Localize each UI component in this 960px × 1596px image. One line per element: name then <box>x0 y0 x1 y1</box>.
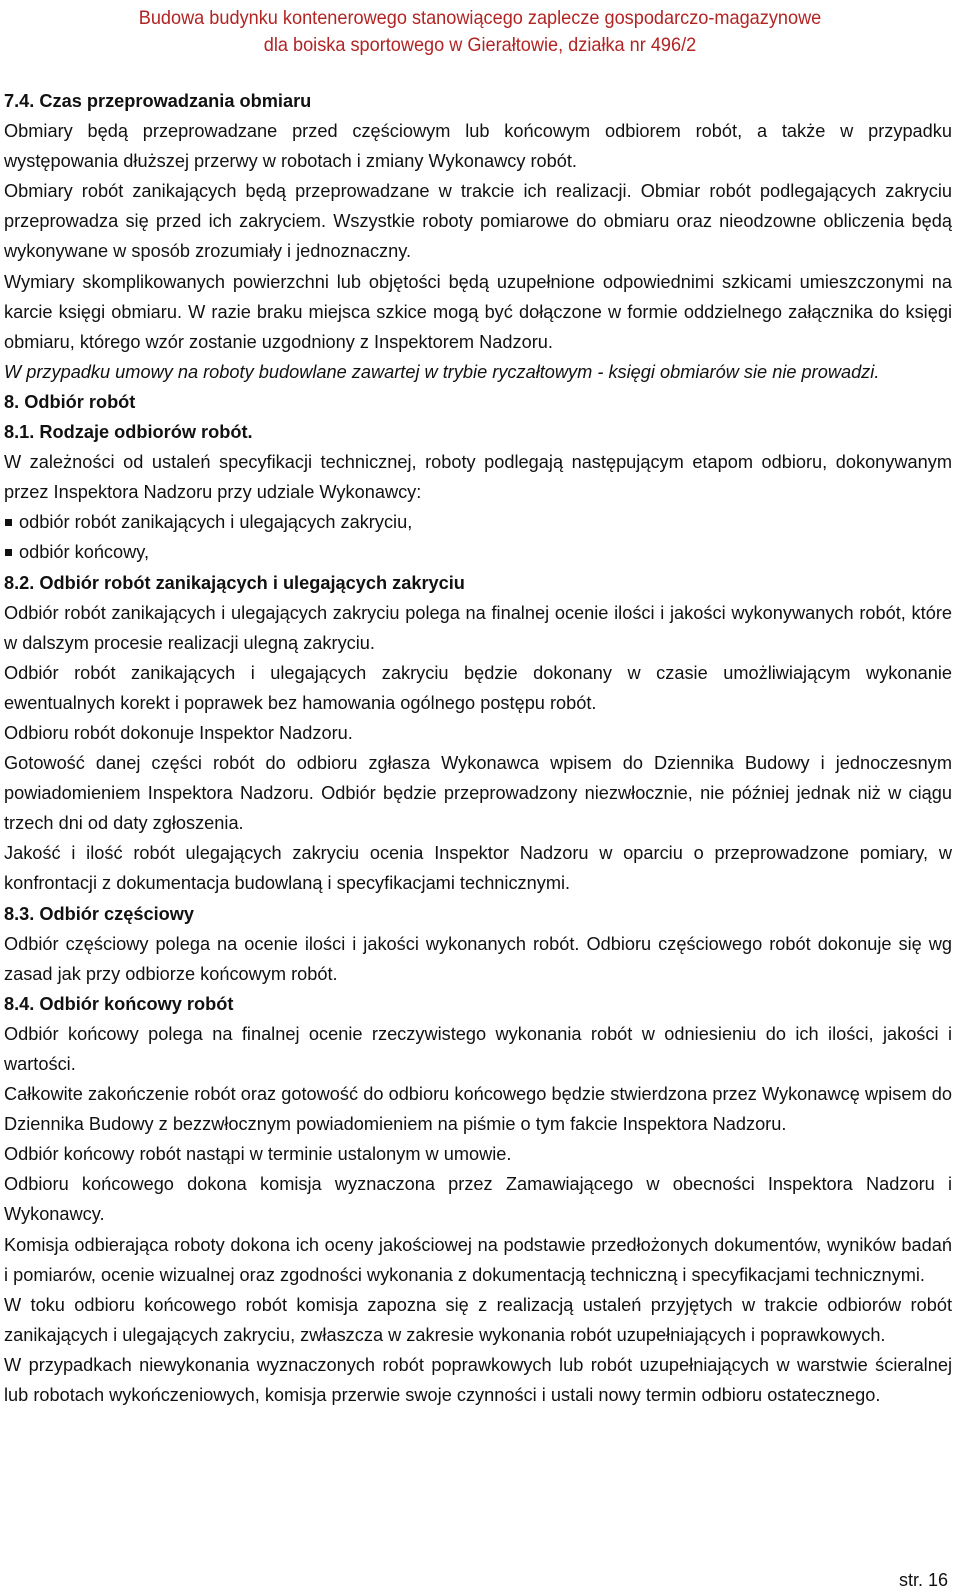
square-bullet-icon <box>5 519 12 526</box>
section-title-7-4: 7.4. Czas przeprowadzania obmiaru <box>4 91 312 111</box>
section-title-8: 8. Odbiór robót <box>4 391 136 412</box>
list-item-text: odbiór robót zanikających i ulegających zakryciu, <box>19 512 413 533</box>
section-title-8-4: 8.4. Odbiór końcowy robót <box>4 993 234 1014</box>
header-line-2: dla boiska sportowego w Gierałtowie, działka nr 496/2 <box>263 34 697 56</box>
page-number: str. 16 <box>898 1570 948 1590</box>
paragraph: Odbiór robót zanikających i ulegających zakryciu polega na finalnej ocenie ilości i jakości wykonywanych robót, które w dalszym procesie realizacji ulegną zakryciu. <box>4 602 952 653</box>
paragraph: Całkowite zakończenie robót oraz gotowość do odbioru końcowego będzie stwierdzona przez Wykonawcę wpisem do Dziennika Budowy z bezzwłocznym powiadomieniem na piśmie o tym fakcie Inspektora Nadzoru. <box>4 1084 952 1135</box>
section-title-8-3: 8.3. Odbiór częściowy <box>4 903 195 924</box>
paragraph: Odbiór końcowy robót nastąpi w terminie ustalonym w umowie. <box>4 1144 512 1165</box>
square-bullet-icon <box>5 549 12 556</box>
paragraph: Obmiary robót zanikających będą przeprowadzane w trakcie ich realizacji. Obmiar robót podlegających zakryciu przeprowadza się przed ich zakryciem. Wszystkie roboty pomiarowe do obmiaru oraz nieodzowne obliczenia będą wykonywane w sposób zrozumiały i jednoznaczny. <box>4 181 952 262</box>
paragraph: W przypadkach niewykonania wyznaczonych robót poprawkowych lub robót uzupełniających w warstwie ścieralnej lub robotach wykończeniowych, komisja przerwie swoje czynności i ustali nowy termin odbioru ostatecznego. <box>4 1354 952 1406</box>
document-body <box>4 86 952 1410</box>
paragraph: Odbiór częściowy polega na ocenie ilości i jakości wykonanych robót. Odbioru częściowego robót dokonuje się wg zasad jak przy odbiorze końcowym robót. <box>4 933 952 984</box>
section-title-8-2: 8.2. Odbiór robót zanikających i ulegających zakryciu <box>4 572 465 593</box>
paragraph: Odbiór końcowy polega na finalnej ocenie rzeczywistego wykonania robót w odniesieniu do ich ilości, jakości i wartości. <box>4 1023 952 1074</box>
list-item-text: odbiór końcowy, <box>19 542 150 563</box>
paragraph: Jakość i ilość robót ulegających zakryciu ocenia Inspektor Nadzoru w oparciu o przeprowadzone pomiary, w konfrontacji z dokumentacja budowlaną i specyfikacjami technicznymi. <box>4 843 952 894</box>
header-line-1: Budowa budynku kontenerowego stanowiącego zaplecze gospodarczo-magazynowe <box>138 7 822 29</box>
list-item <box>4 537 952 567</box>
paragraph: Gotowość danej części robót do odbioru zgłasza Wykonawca wpisem do Dziennika Budowy i jednoczesnym powiadomieniem Inspektora Nadzoru. Odbiór będzie przeprowadzony niezwłocznie, nie później jednak niż w ciągu trzech dni od daty zgłoszenia. <box>4 753 952 834</box>
section-title-8-1: 8.1. Rodzaje odbiorów robót. <box>4 422 253 443</box>
paragraph: Komisja odbierająca roboty dokona ich oceny jakościowej na podstawie przedłożonych dokumentów, wyników badań i pomiarów, ocenie wizualnej oraz zgodności wykonania z dokumentacją techniczną i specyfikacjami technicznymi. <box>4 1234 952 1285</box>
document-header <box>34 5 927 59</box>
paragraph: Obmiary będą przeprowadzane przed częściowym lub końcowym odbiorem robót, a także w przypadku występowania dłuższej przerwy w robotach i zmiany Wykonawcy robót. <box>4 121 952 172</box>
paragraph: W zależności od ustaleń specyfikacji technicznej, roboty podlegają następującym etapom odbioru, dokonywanym przez Inspektora Nadzoru przy udziale Wykonawcy: <box>4 452 952 503</box>
paragraph: Odbioru końcowego dokona komisja wyznaczona przez Zamawiającego w obecności Inspektora Nadzoru i Wykonawcy. <box>4 1174 952 1225</box>
bullet-list <box>4 507 952 567</box>
paragraph: W toku odbioru końcowego robót komisja zapozna się z realizacją ustaleń przyjętych w trakcie odbiorów robót zanikających i ulegających zakryciu, zwłaszcza w zakresie wykonania robót uzupełniających i poprawkowych. <box>4 1294 952 1345</box>
paragraph: Odbiór robót zanikających i ulegających zakryciu będzie dokonany w czasie umożliwiającym wykonanie ewentualnych korekt i poprawek bez hamowania ogólnego postępu robót. <box>4 662 952 713</box>
paragraph: Odbioru robót dokonuje Inspektor Nadzoru. <box>4 722 353 743</box>
paragraph: Wymiary skomplikowanych powierzchni lub objętości będą uzupełnione odpowiednimi szkicami umieszczonymi na karcie księgi obmiaru. W razie braku miejsca szkice mogą być dołączone w formie oddzielnego załącznika do księgi obmiaru, którego wzór zostanie uzgodniony z Inspektorem Nadzoru. <box>4 271 952 352</box>
paragraph-italic: W przypadku umowy na roboty budowlane zawartej w trybie ryczałtowym - księgi obmiarów sie nie prowadzi. <box>4 361 880 382</box>
list-item <box>4 507 952 537</box>
